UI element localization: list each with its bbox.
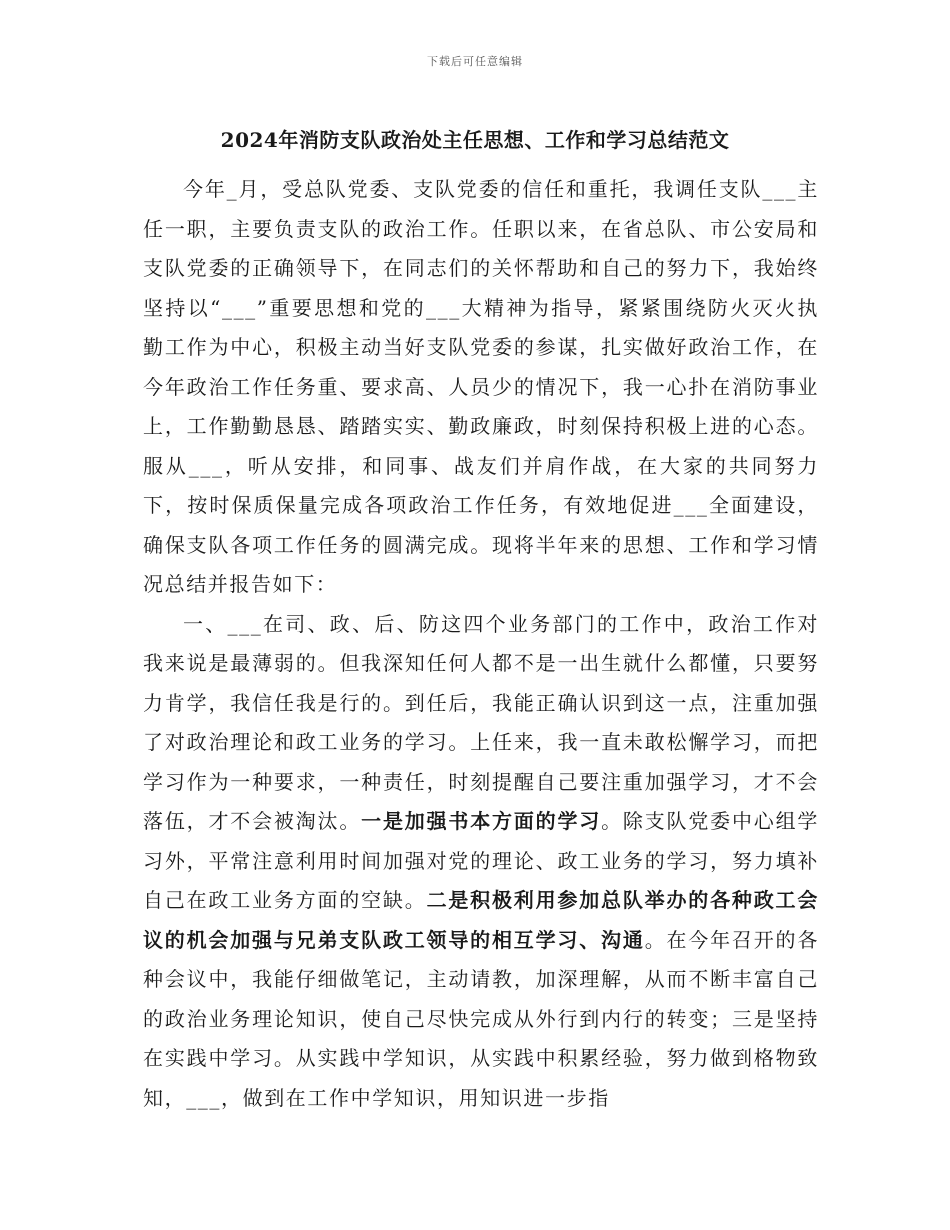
paragraph-text: 。除支队党委中心组学习外，平常注意利用时间加强对党的理论、政工业务的学习，努力填补自己在政工业务方面的空缺。 <box>143 809 820 912</box>
paragraph-intro: 今年_月，受总队党委、支队党委的信任和重托，我调任支队___主任一职，主要负责支队的政治工作。任职以来，在省总队、市公安局和支队党委的正确领导下，在同志们的关怀帮助和自己的努力下，我始终坚持以“___”重要思想和党的___大精神为指导，紧紧围绕防火灭火执勤工作为中心，积极主动当好支队党委的参谋，扎实做好政治工作，在今年政治工作任务重、要求高、人员少的情况下，我一心扑在消防事业上，工作勤勤恳恳、踏踏实实、勤政廉政，时刻保持积极上进的心态。服从___，听从安排，和同事、战友们并肩作战，在大家的共同努力下，按时保质保量完成各项政治工作任务，有效地促进___全面建设，确保支队各项工作任务的圆满完成。现将半年来的思想、工作和学习情况总结并报告如下： <box>143 177 819 596</box>
document-body <box>143 170 819 1118</box>
document-title: 2024年消防支队政治处主任思想、工作和学习总结范文 <box>220 128 730 152</box>
bold-point-two: 二是积极利用参加总队举办的各种政工会议的机会加强与兄弟支队政工领导的相互学习、沟通 <box>143 888 819 952</box>
paragraph-text: 。在今年召开的各种会议中，我能仔细做笔记，主动请教，加深理解，从而不断丰富自己的政治业务理论知识，使自己尽快完成从外行到内行的转变；三是坚持在实践中学习。从实践中学知识，从实践中积累经验，努力做到格物致知，___，做到在工作中学知识，用知识进一步指 <box>143 927 819 1110</box>
header-note: 下载后可任意编辑 <box>427 55 523 68</box>
paragraph-section-one <box>143 605 819 1119</box>
paragraph-text: 一、___在司、政、后、防这四个业务部门的工作中，政治工作对我来说是最薄弱的。但我深知任何人都不是一出生就什么都懂，只要努力肯学，我信任我是行的。到任后，我能正确认识到这一点，注重加强了对政治理论和政工业务的学习。上任来，我一直未敢松懈学习，而把学习作为一种要求，一种责任，时刻提醒自己要注重加强学习，才不会落伍，才不会被淘汰。 <box>143 611 819 833</box>
bold-point-one: 一是加强书本方面的学习 <box>361 809 602 833</box>
